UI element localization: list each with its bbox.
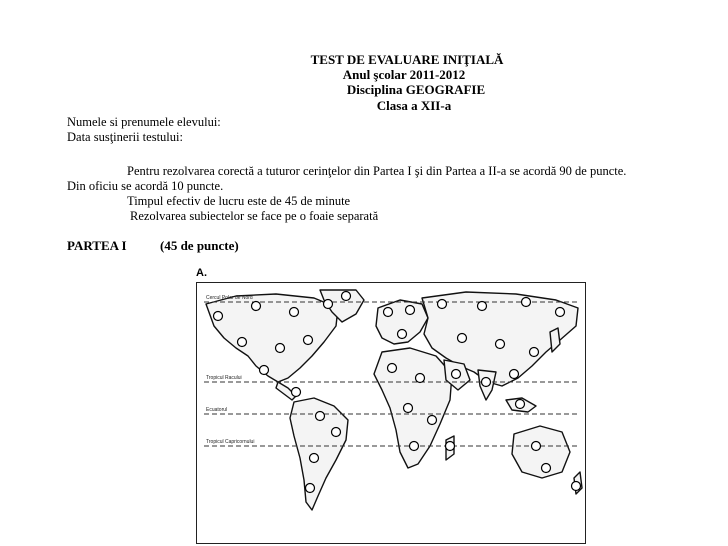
map-marker — [478, 302, 487, 311]
map-marker — [438, 300, 447, 309]
instruction-time: Timpul efectiv de lucru este de 45 de minute — [127, 194, 351, 208]
map-marker — [516, 400, 525, 409]
world-map-figure — [196, 282, 586, 544]
map-marker — [238, 338, 247, 347]
part1-points: (45 de puncte) — [160, 238, 239, 253]
map-marker — [458, 334, 467, 343]
test-title: TEST DE EVALUARE INIŢIALĂ — [310, 52, 504, 67]
arctic-circle-label: Cercul Polar de Nord — [206, 295, 253, 301]
map-marker — [214, 312, 223, 321]
equator-label: Ecuatorul — [206, 407, 228, 413]
map-marker — [290, 308, 299, 317]
map-marker — [276, 344, 285, 353]
australia-shape — [512, 426, 570, 478]
map-marker — [306, 484, 315, 493]
map-marker — [510, 370, 519, 379]
student-name-label: Numele si prenumele elevului: — [67, 115, 221, 129]
map-marker — [310, 454, 319, 463]
map-marker — [406, 306, 415, 315]
map-marker — [260, 366, 269, 375]
school-year: Anul şcolar 2011-2012 — [342, 67, 466, 82]
map-marker — [252, 302, 261, 311]
instruction-bonus: Din oficiu se acordă 10 puncte. — [67, 179, 224, 193]
map-marker — [404, 404, 413, 413]
map-marker — [572, 482, 581, 491]
map-marker — [292, 388, 301, 397]
map-marker — [398, 330, 407, 339]
map-marker — [530, 348, 539, 357]
tropic-cancer-label: Tropicul Racului — [206, 375, 242, 381]
map-marker — [410, 442, 419, 451]
map-marker — [556, 308, 565, 317]
tropic-capricorn-label: Tropicul Capricornului — [206, 439, 255, 445]
map-marker — [532, 442, 541, 451]
map-marker — [324, 300, 333, 309]
map-marker — [522, 298, 531, 307]
map-marker — [332, 428, 341, 437]
section-a-label: A. — [196, 267, 207, 279]
map-marker — [482, 378, 491, 387]
test-date-label: Data susţinerii testului: — [67, 130, 183, 144]
map-marker — [316, 412, 325, 421]
map-marker — [416, 374, 425, 383]
map-marker — [342, 292, 351, 301]
map-marker — [384, 308, 393, 317]
map-marker — [542, 464, 551, 473]
part1-title: PARTEA I — [67, 238, 127, 253]
map-marker — [388, 364, 397, 373]
map-marker — [496, 340, 505, 349]
instruction-sheet: Rezolvarea subiectelor se face pe o foaie separată — [130, 209, 379, 223]
map-marker — [428, 416, 437, 425]
map-marker — [304, 336, 313, 345]
map-marker — [446, 442, 455, 451]
subject: Disciplina GEOGRAFIE — [346, 82, 486, 97]
map-marker — [452, 370, 461, 379]
instruction-points: Pentru rezolvarea corectă a tuturor cerinţelor din Partea I şi din Partea a II-a se acordă 90 de puncte. — [127, 164, 627, 178]
class-level: Clasa a XII-a — [376, 98, 452, 113]
